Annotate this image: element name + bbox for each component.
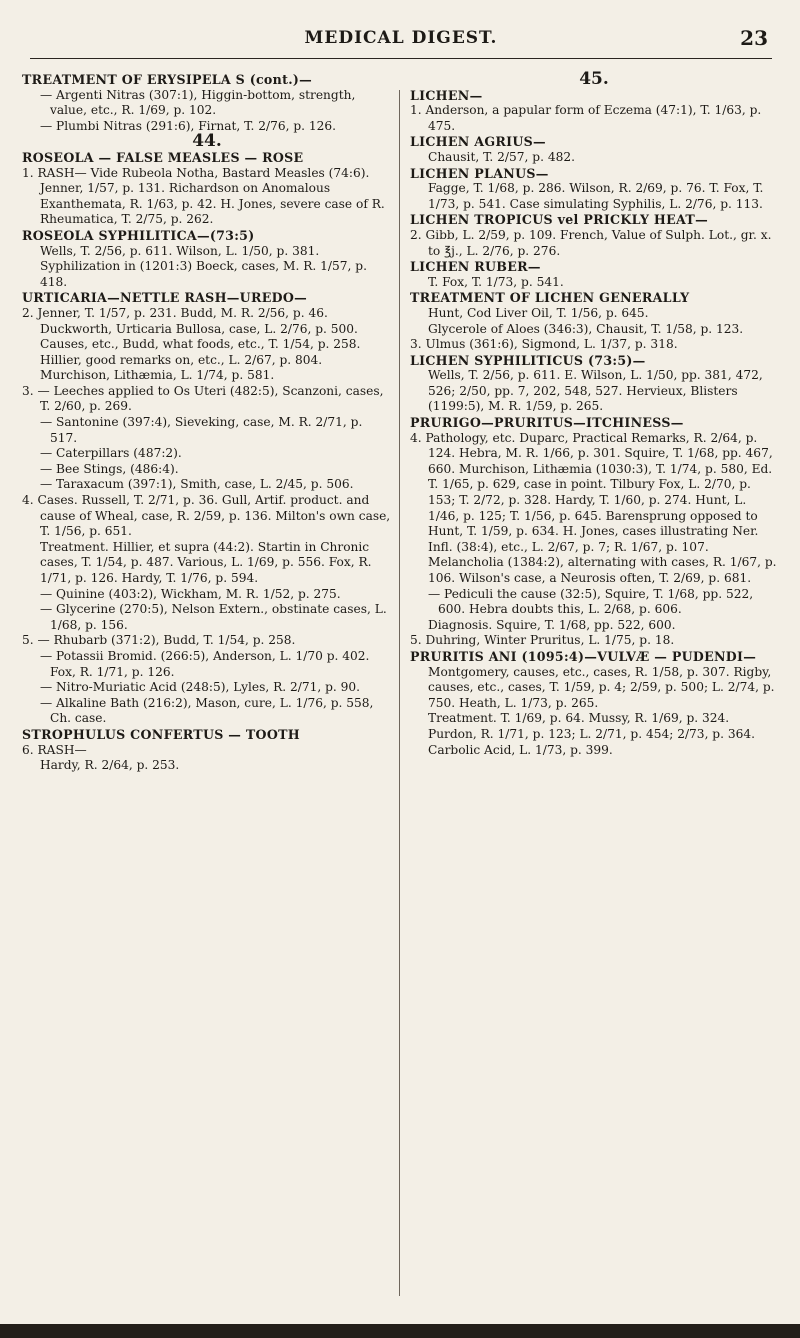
entry-text: Wells, T. 2/56, p. 611. E. Wilson, L. 1/50, pp. 381, 472, 526; 2/50, pp. 7, 202, 548, 527. Hervieux, Blisters (1199:5), M. R. 1/59, p. 265.: [428, 368, 763, 414]
entry-heading: PRURIGO—PRURITUS—ITCHINESS—: [410, 415, 684, 431]
entry-heading: PRURITIS ANI (1095:4)—VULVÆ — PUDENDI—: [410, 648, 757, 664]
sub-entry: — Pediculi the cause (32:5), Squire, T. 1/68, pp. 522, 600. Hebra doubts this, L. 2/68, p. 606.: [428, 586, 754, 617]
entry-text: T. Fox, T. 1/73, p. 541.: [428, 274, 564, 289]
entry-text: Diagnosis. Squire, T. 1/68, pp. 522, 600.: [428, 617, 676, 632]
numbered-entry: 5. Duhring, Winter Pruritus, L. 1/75, p. 18.: [410, 633, 675, 648]
sub-entry: — Argenti Nitras (307:1), Higgin-bottom, strength, value, etc., R. 1/69, p. 102.: [40, 87, 356, 118]
entry-heading: STROPHULUS CONFERTUS — TOOTH: [22, 726, 300, 742]
numbered-entry: 2. Jenner, T. 1/57, p. 231. Budd, M. R. 2/56, p. 46. Duckworth, Urticaria Bullosa, case, L. 2/76, p. 500.: [22, 305, 358, 336]
numbered-entry: 6. RASH—: [22, 742, 87, 757]
entry-text: Chausit, T. 2/57, p. 482.: [428, 149, 575, 164]
page-header: [30, 28, 772, 58]
numbered-entry: 5. — Rhubarb (371:2), Budd, T. 1/54, p. 258.: [22, 633, 296, 648]
entry-text: Fagge, T. 1/68, p. 286. Wilson, R. 2/69, p. 76. T. Fox, T. 1/73, p. 541. Case simulating Syphilis, L. 2/76, p. 113.: [428, 181, 764, 211]
numbered-entry: 4. Cases. Russell, T. 2/71, p. 36. Gull, Artif. product. and cause of Wheal, case, R. 2/59, p. 136. Milton's own case, T. 1/56, p. 651.: [22, 493, 391, 539]
sub-entry: — Glycerine (270:5), Nelson Extern., obstinate cases, L. 1/68, p. 156.: [40, 602, 387, 632]
entry-text: Hunt, Cod Liver Oil, T. 1/56, p. 645.: [428, 305, 649, 320]
sub-entry: — Plumbi Nitras (291:6), Firnat, T. 2/76, p. 126.: [40, 118, 337, 133]
entry-heading: LICHEN RUBER—: [410, 259, 541, 275]
entry-text: Treatment. T. 1/69, p. 64. Mussy, R. 1/69, p. 324. Purdon, R. 1/71, p. 123; L. 2/71, p. 454; 2/73, p. 364. Carbolic Acid, L. 1/73, p. 399.: [428, 711, 755, 757]
entry-heading: TREATMENT OF ERYSIPELA S (cont.)—: [22, 72, 313, 87]
entry-text: Glycerole of Aloes (346:3), Chausit, T. 1/58, p. 123.: [428, 321, 744, 336]
sub-entry: — Caterpillars (487:2).: [40, 446, 182, 461]
column-divider: [399, 90, 400, 1296]
numbered-entry: 3. Ulmus (361:6), Sigmond, L. 1/37, p. 318.: [410, 337, 678, 352]
entry-text: Treatment. Hillier, et supra (44:2). Startin in Chronic cases, T. 1/54, p. 487. Various, L. 1/69, p. 556. Fox, R. 1/71, p. 126. Hardy, T. 1/76, p. 594.: [40, 539, 372, 585]
entry-heading: LICHEN TROPICUS vel PRICKLY HEAT—: [410, 212, 708, 228]
numbered-entry: 3. — Leeches applied to Os Uteri (482:5), Scanzoni, cases, T. 2/60, p. 269.: [22, 383, 384, 414]
entry-heading: LICHEN AGRIUS—: [410, 134, 546, 150]
entry-text: Syphilization in (1201:3) Boeck, cases, M. R. 1/57, p. 418.: [40, 259, 367, 289]
sub-entry: — Potassii Bromid. (266:5), Anderson, L. 1/70 p. 402. Fox, R. 1/71, p. 126.: [40, 648, 370, 679]
numbered-entry: 2. Gibb, L. 2/59, p. 109. French, Value of Sulph. Lot., gr. x. to ℥j., L. 2/76, p. 276.: [410, 227, 772, 258]
entry-heading: LICHEN PLANUS—: [410, 165, 549, 181]
page-number: 23: [740, 26, 768, 50]
entry-text: Causes, etc., Budd, what foods, etc., T. 1/54, p. 258. Hillier, good remarks on, etc., L. 2/67, p. 804. Murchison, Lithæmia, L. 1/74, p. 581.: [40, 337, 361, 383]
sub-entry: — Bee Stings, (486:4).: [40, 461, 179, 476]
entry-text: Jenner, 1/57, p. 131. Richardson on Anomalous Exanthemata, R. 1/63, p. 42. H. Jones, severe case of R. Rheumatica, T. 2/75, p. 262.: [40, 181, 385, 227]
section-number: 45.: [579, 69, 609, 89]
header-rule: [30, 58, 772, 59]
entry-text: Hardy, R. 2/64, p. 253.: [40, 758, 180, 773]
sub-entry: — Alkaline Bath (216:2), Mason, cure, L. 1/76, p. 558, Ch. case.: [40, 695, 374, 726]
entry-heading: LICHEN—: [410, 87, 483, 103]
sub-entry: — Santonine (397:4), Sieveking, case, M. R. 2/71, p. 517.: [40, 415, 363, 445]
left-column: [22, 72, 392, 1318]
entry-heading: URTICARIA—NETTLE RASH—UREDO—: [22, 290, 308, 306]
sub-entry: — Nitro-Muriatic Acid (248:5), Lyles, R. 2/71, p. 90.: [40, 680, 361, 695]
section-number: 44.: [192, 131, 222, 152]
entry-heading: TREATMENT OF LICHEN GENERALLY: [410, 290, 690, 306]
entry-heading: LICHEN SYPHILITICUS (73:5)—: [410, 352, 646, 368]
entry-heading: ROSEOLA — FALSE MEASLES — ROSE: [22, 149, 304, 165]
entry-text: Wells, T. 2/56, p. 611. Wilson, L. 1/50, p. 381.: [40, 243, 320, 258]
sub-entry: — Taraxacum (397:1), Smith, case, L. 2/45, p. 506.: [40, 477, 354, 492]
page-bottom-edge: [0, 1324, 800, 1338]
running-title: MEDICAL DIGEST.: [304, 28, 498, 48]
numbered-entry: 1. Anderson, a papular form of Eczema (47:1), T. 1/63, p. 475.: [410, 103, 762, 133]
right-column: [410, 69, 778, 1318]
numbered-entry: 1. RASH— Vide Rubeola Notha, Bastard Measles (74:6).: [22, 165, 370, 180]
numbered-entry: 4. Pathology, etc. Duparc, Practical Remarks, R. 2/64, p. 124. Hebra, M. R. 1/66, p. 301. Squire, T. 1/68, pp. 467, 660. Murchison, Lithæmia (1030:3), T. 1/74, p. 580, Ed. T. 1/65, p. 629, case in point. Tilbury Fox, L. 2/70, p. 153; T. 2/72, p. 328. Hardy, T. 1/60, p. 274. Hunt, L. 1/46, p. 125; T. 1/56, p. 645. Barensprung opposed to Hunt, T. 1/59, p. 634. H. Jones, cases illustrating Ner. Infl. (38:4), etc., L. 2/67, p. 7; R. 1/67, p. 107. Melancholia (1384:2), alternating with cases, R. 1/67, p. 106. Wilson's case, a Neurosis often, T. 2/69, p. 681.: [410, 430, 777, 585]
sub-entry: — Quinine (403:2), Wickham, M. R. 1/52, p. 275.: [40, 586, 341, 601]
entry-text: Montgomery, causes, etc., cases, R. 1/58, p. 307. Rigby, causes, etc., cases, T. 1/59, p. 4; 2/59, p. 500; L. 2/74, p. 750. Heath, L. 1/73, p. 265.: [428, 664, 775, 710]
entry-heading: ROSEOLA SYPHILITICA—(73:5): [22, 227, 255, 243]
